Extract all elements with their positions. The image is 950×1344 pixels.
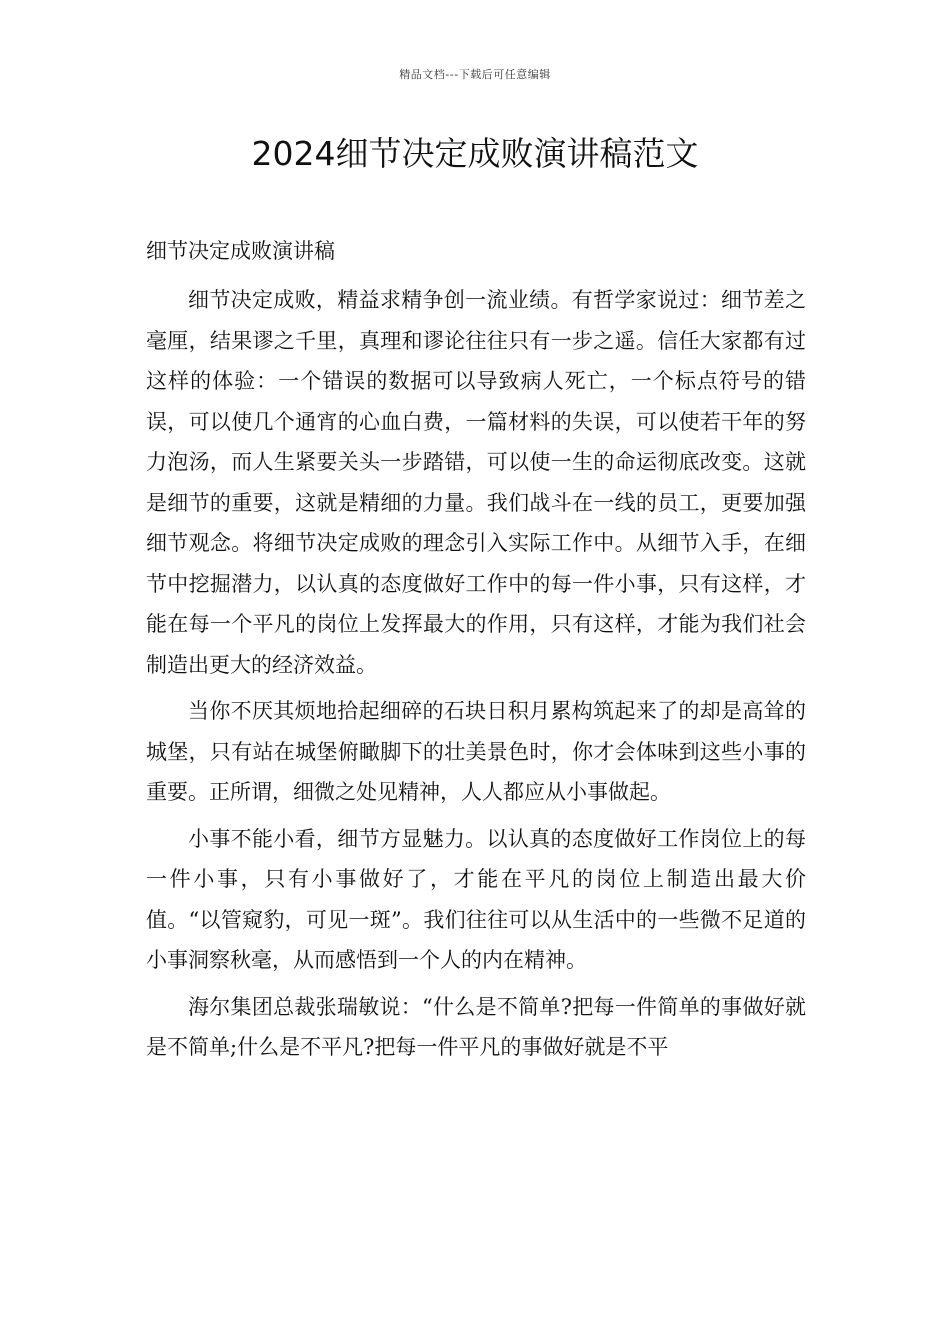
paragraph-3: 小事不能小看，细节方显魅力。以认真的态度做好工作岗位上的每一件小事，只有小事做好了，才能在平凡的岗位上制造出最大价值。“以管窥豹，可见一斑”。我们往往可以从生活中的一些微不足道的小事洞察秋毫，从而感悟到一个人的内在精神。 (146, 826, 806, 972)
document-body (146, 280, 806, 1068)
paragraph-4: 海尔集团总裁张瑞敏说：“什么是不简单?把每一件简单的事做好就是不简单;什么是不平凡?把每一件平凡的事做好就是不平 (146, 994, 806, 1059)
paragraph-2: 当你不厌其烦地拾起细碎的石块日积月累构筑起来了的却是高耸的城堡，只有站在城堡俯瞰脚下的壮美景色时，你才会体味到这些小事的重要。正所谓，细微之处见精神，人人都应从小事做起。 (146, 699, 806, 804)
document-title: 2024细节决定成败演讲稿范文 (251, 134, 699, 173)
paragraph-1: 细节决定成败，精益求精争创一流业绩。有哲学家说过：细节差之毫厘，结果谬之千里，真理和谬论往往只有一步之遥。信任大家都有过这样的体验：一个错误的数据可以导致病人死亡，一个标点符号的错误，可以使几个通宵的心血白费，一篇材料的失误，可以使若干年的努力泡汤，而人生紧要关头一步踏错，可以使一生的命运彻底改变。这就是细节的重要，这就是精细的力量。我们战斗在一线的员工，更要加强细节观念。将细节决定成败的理念引入实际工作中。从细节入手，在细节中挖掘潜力，以认真的态度做好工作中的每一件小事，只有这样，才能在每一个平凡的岗位上发挥最大的作用，只有这样，才能为我们社会制造出更大的经济效益。 (146, 288, 806, 677)
header-note: 精品文档---下载后可任意编辑 (399, 68, 551, 81)
document-subheading: 细节决定成败演讲稿 (146, 239, 335, 263)
